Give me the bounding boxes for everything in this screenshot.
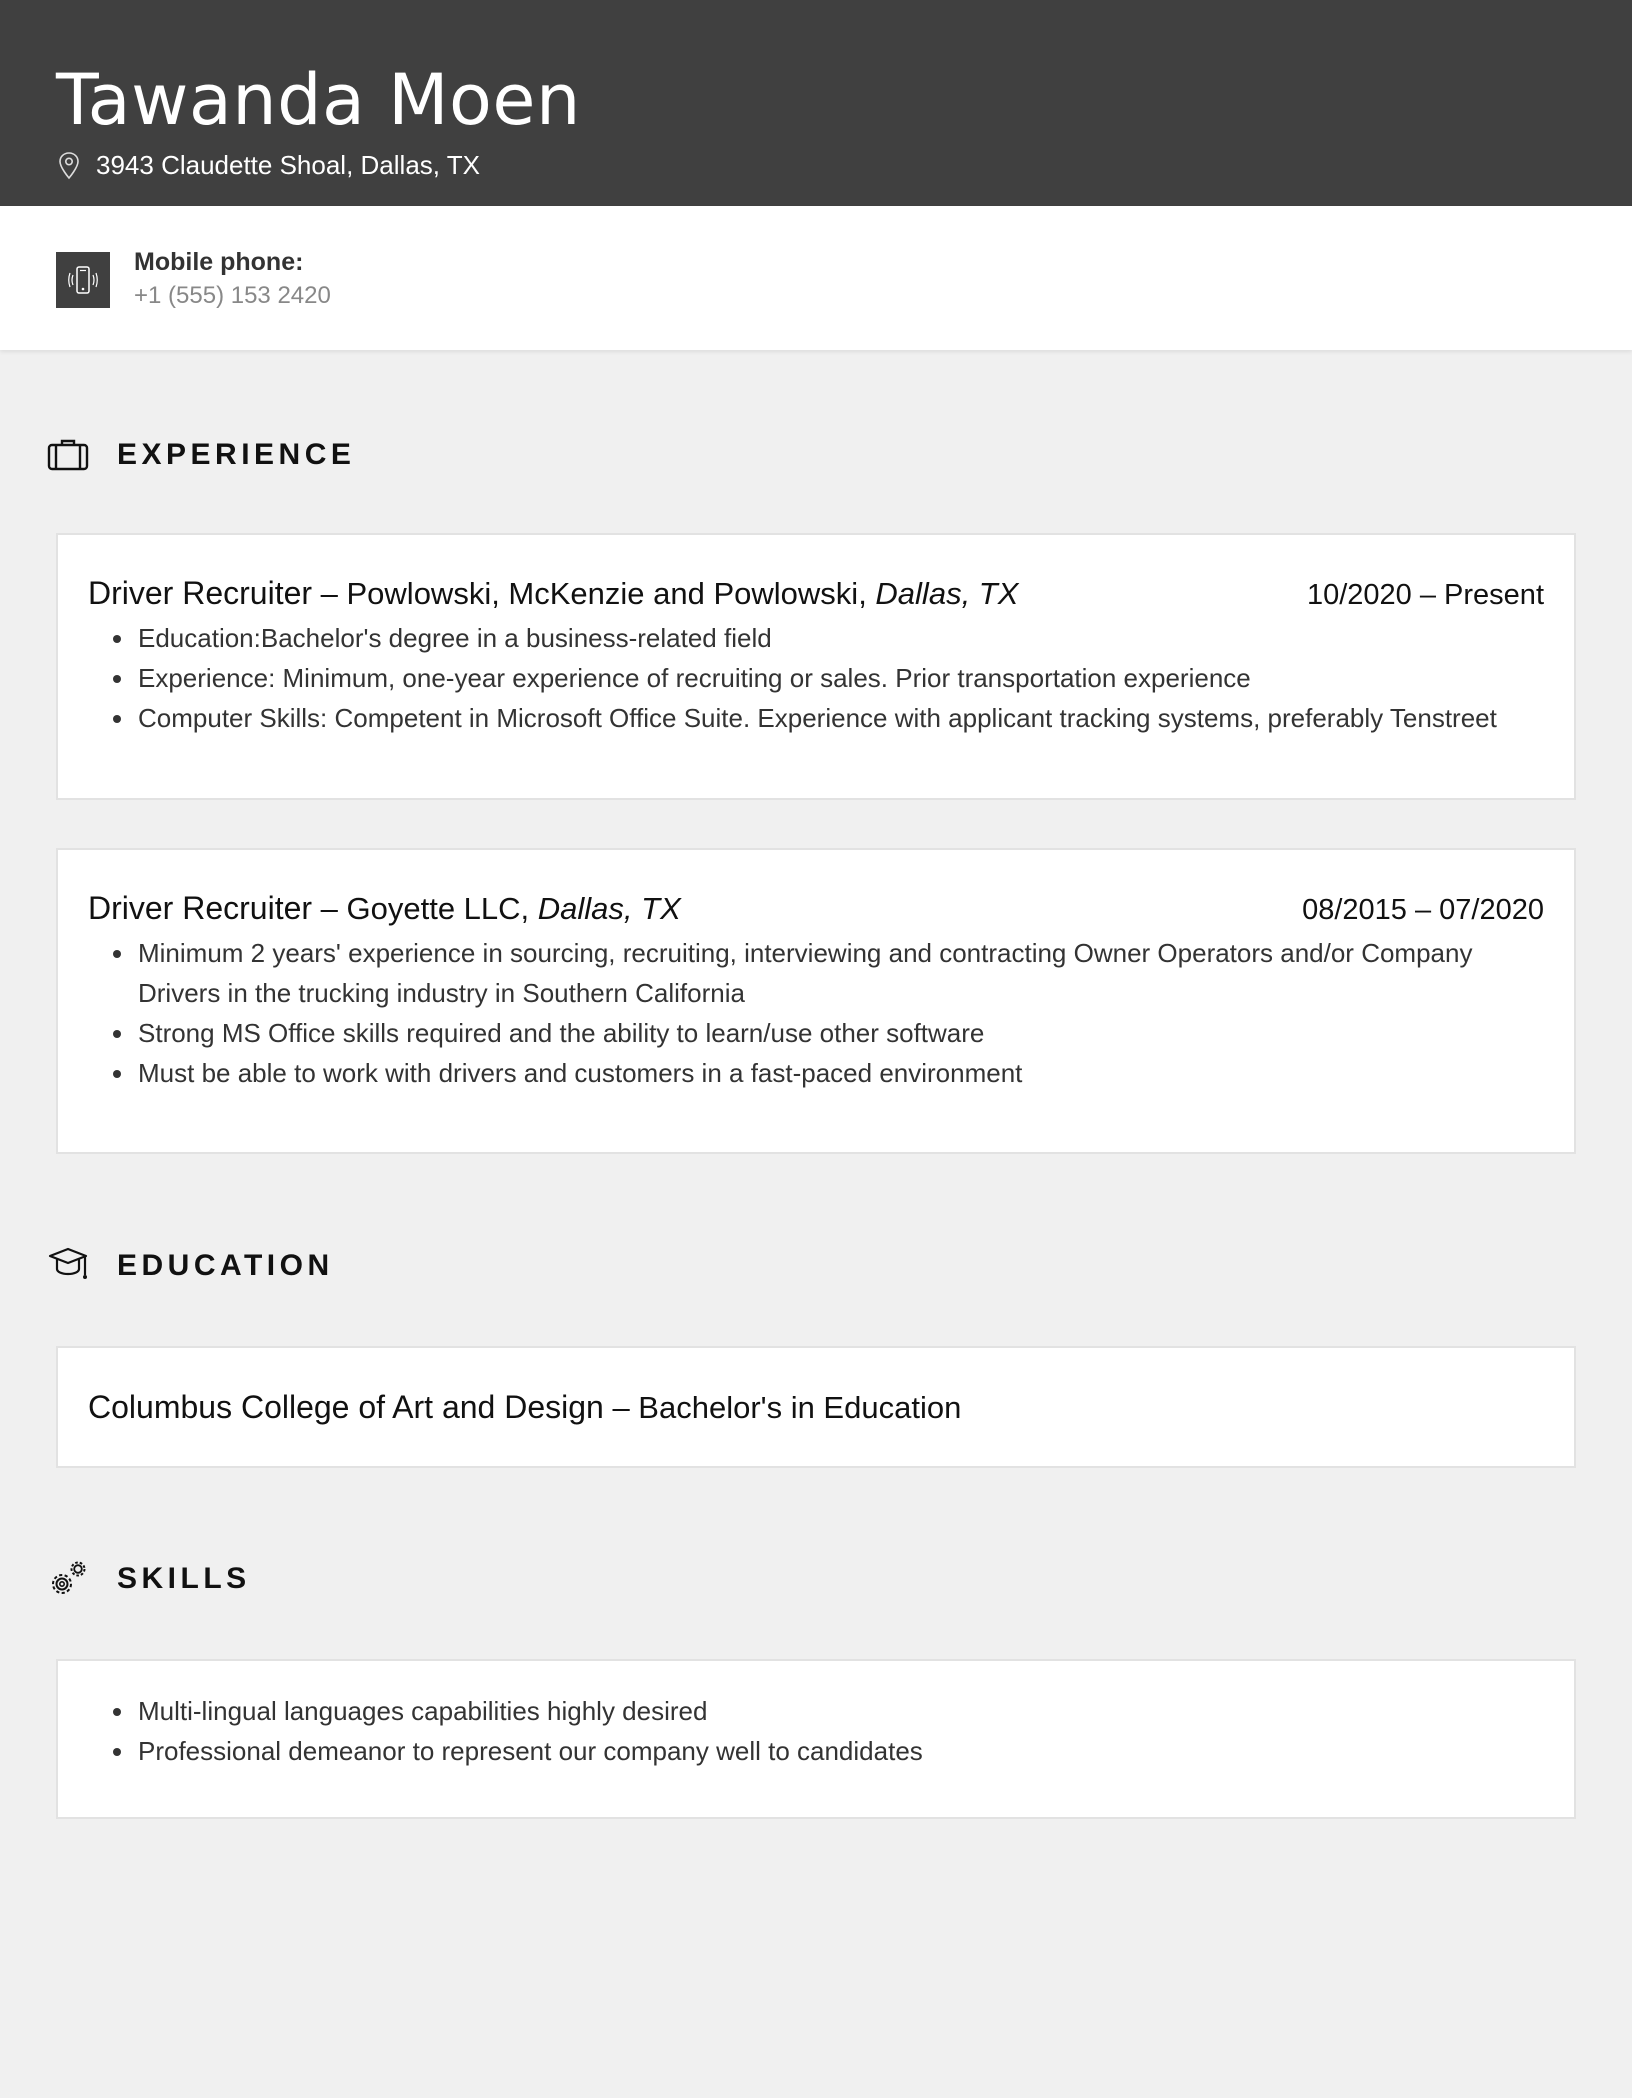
skills-title: SKILLS — [117, 1562, 251, 1595]
job-company: – Goyette LLC, — [312, 891, 538, 926]
job-bullets — [88, 933, 1544, 1093]
job-role: Driver Recruiter — [88, 575, 313, 611]
education-card — [56, 1346, 1576, 1468]
job-header — [88, 890, 1544, 927]
phone-number: +1 (555) 153 2420 — [134, 282, 331, 309]
location-pin-icon — [56, 151, 82, 181]
contact-text — [134, 246, 331, 314]
job-dates: 10/2020 – Present — [1306, 579, 1544, 611]
list-item: • Experience: Minimum, one-year experience of recruiting or sales. Prior transportation experience — [136, 658, 1544, 698]
degree: – Bachelor's in Education — [603, 1389, 962, 1425]
contact-bar — [0, 206, 1632, 350]
education-section-header — [47, 1245, 334, 1287]
graduation-cap-icon — [47, 1245, 89, 1287]
list-item: • Multi-lingual languages capabilities highly desired — [136, 1691, 1544, 1731]
mobile-phone-icon — [56, 252, 110, 308]
job-role: Driver Recruiter — [88, 890, 313, 926]
list-item: • Education:Bachelor's degree in a business-related field — [136, 618, 1544, 658]
address-row — [56, 150, 1576, 181]
job-header — [88, 575, 1544, 612]
experience-section-header — [47, 434, 355, 476]
job-company: – Powlowski, McKenzie and Powlowski, — [312, 576, 876, 611]
job-location: Dallas, TX — [875, 576, 1019, 611]
job-title-line — [88, 575, 1018, 612]
list-item: • Computer Skills: Competent in Microsoft Office Suite. Experience with applicant tracking systems, preferably Tenstreet — [136, 698, 1544, 738]
job-bullets — [88, 618, 1544, 738]
skills-card — [56, 1659, 1576, 1819]
skills-list — [88, 1691, 1544, 1771]
education-title: EDUCATION — [117, 1249, 334, 1282]
job-dates: 08/2015 – 07/2020 — [1302, 894, 1544, 926]
job-title-line — [88, 890, 681, 927]
experience-card-1 — [56, 533, 1576, 800]
resume-header — [0, 0, 1632, 206]
experience-title: EXPERIENCE — [117, 438, 356, 471]
list-item: • Minimum 2 years' experience in sourcing, recruiting, interviewing and contracting Owner Operators and/or Company Drivers in the trucking industry in Southern California — [136, 933, 1544, 1013]
list-item: • Strong MS Office skills required and the ability to learn/use other software — [136, 1013, 1544, 1053]
list-item: • Professional demeanor to represent our company well to candidates — [136, 1731, 1544, 1771]
education-line — [88, 1389, 961, 1426]
school-name: Columbus College of Art and Design — [88, 1388, 604, 1425]
skills-section-header — [47, 1558, 251, 1600]
gears-icon — [47, 1558, 89, 1600]
job-location: Dallas, TX — [537, 891, 681, 926]
address-text: 3943 Claudette Shoal, Dallas, TX — [96, 150, 480, 180]
experience-card-2 — [56, 848, 1576, 1154]
list-item: • Must be able to work with drivers and customers in a fast-paced environment — [136, 1053, 1544, 1093]
contact-label: Mobile phone: — [134, 248, 304, 276]
candidate-name: Tawanda Moen — [56, 59, 581, 141]
briefcase-icon — [47, 434, 89, 476]
